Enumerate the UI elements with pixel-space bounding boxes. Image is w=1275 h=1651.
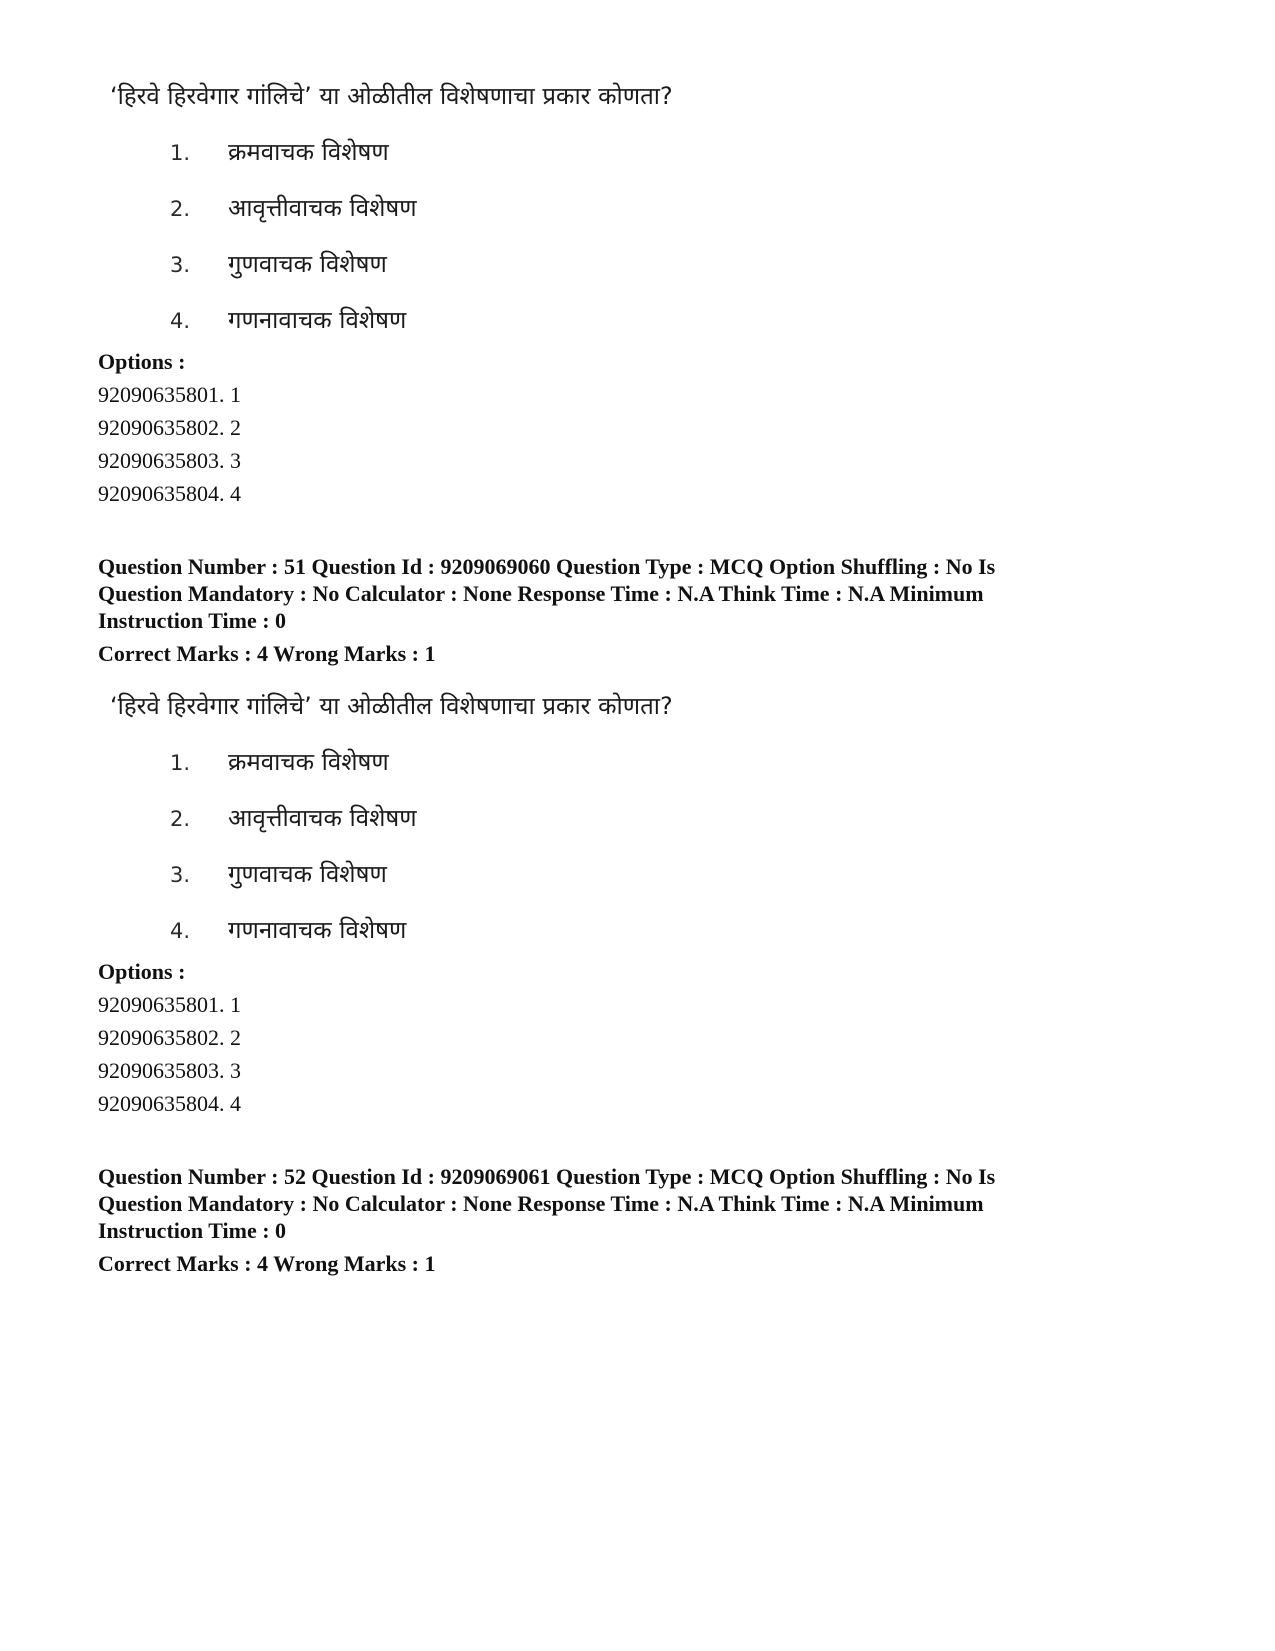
meta-line: Question Mandatory : No Calculator : None Response Time : N.A Think Time : N.A Minimum: [98, 1191, 984, 1216]
option-item: 92090635801. 1: [98, 382, 241, 407]
choice-row: [170, 304, 406, 336]
choice-number: 3.: [170, 253, 191, 277]
meta-line: Question Number : 52 Question Id : 9209069061 Question Type : MCQ Option Shuffling : No Is: [98, 1164, 996, 1189]
choice-text: आवृत्तीवाचक विशेषण: [228, 194, 417, 222]
option-item: 92090635801. 1: [98, 992, 241, 1017]
choice-row: [170, 192, 417, 224]
marks-line: Correct Marks : 4 Wrong Marks : 1: [98, 1251, 436, 1276]
choice-text: गणनावाचक विशेषण: [228, 916, 407, 944]
choice-row: [170, 914, 406, 946]
choice-row: [170, 746, 389, 778]
question-image: [0, 80, 1275, 350]
options-heading: Options :: [98, 959, 186, 984]
option-item: 92090635804. 4: [98, 1091, 241, 1116]
choice-text: गुणवाचक विशेषण: [228, 250, 387, 278]
option-item: 92090635803. 3: [98, 448, 241, 473]
meta-line: Instruction Time : 0: [98, 1218, 287, 1243]
options-heading: Options :: [98, 349, 186, 374]
question-text: ‘हिरवे हिरवेगार गांलिचे’ या ओळीतील विशेषणाचा प्रकार कोणता?: [110, 692, 673, 720]
choice-row: [170, 248, 387, 280]
option-item: 92090635803. 3: [98, 1058, 241, 1083]
question-text: ‘हिरवे हिरवेगार गांलिचे’ या ओळीतील विशेषणाचा प्रकार कोणता?: [110, 82, 673, 110]
choice-row: [170, 858, 387, 890]
option-item: 92090635804. 4: [98, 481, 241, 506]
choice-number: 2.: [170, 807, 191, 831]
question-meta: [98, 1163, 1198, 1277]
choice-text: क्रमवाचक विशेषण: [228, 748, 389, 776]
choice-row: [170, 136, 389, 168]
choice-number: 4.: [170, 919, 191, 943]
choice-text: गुणवाचक विशेषण: [228, 860, 387, 888]
option-item: 92090635802. 2: [98, 1025, 241, 1050]
choice-text: आवृत्तीवाचक विशेषण: [228, 804, 417, 832]
choice-number: 4.: [170, 309, 191, 333]
meta-line: Question Mandatory : No Calculator : None Response Time : N.A Think Time : N.A Minimum: [98, 581, 984, 606]
choice-number: 3.: [170, 863, 191, 887]
choice-text: गणनावाचक विशेषण: [228, 306, 407, 334]
question-meta: [98, 553, 1198, 667]
choice-row: [170, 802, 417, 834]
meta-line: Question Number : 51 Question Id : 9209069060 Question Type : MCQ Option Shuffling : No Is: [98, 554, 996, 579]
option-item: 92090635802. 2: [98, 415, 241, 440]
choice-text: क्रमवाचक विशेषण: [228, 138, 389, 166]
options-list: [98, 955, 1198, 1120]
choice-number: 1.: [170, 751, 191, 775]
options-list: [98, 345, 1198, 510]
choice-number: 1.: [170, 141, 191, 165]
marks-line: Correct Marks : 4 Wrong Marks : 1: [98, 641, 436, 666]
choice-number: 2.: [170, 197, 191, 221]
meta-line: Instruction Time : 0: [98, 608, 287, 633]
question-image: [0, 690, 1275, 960]
